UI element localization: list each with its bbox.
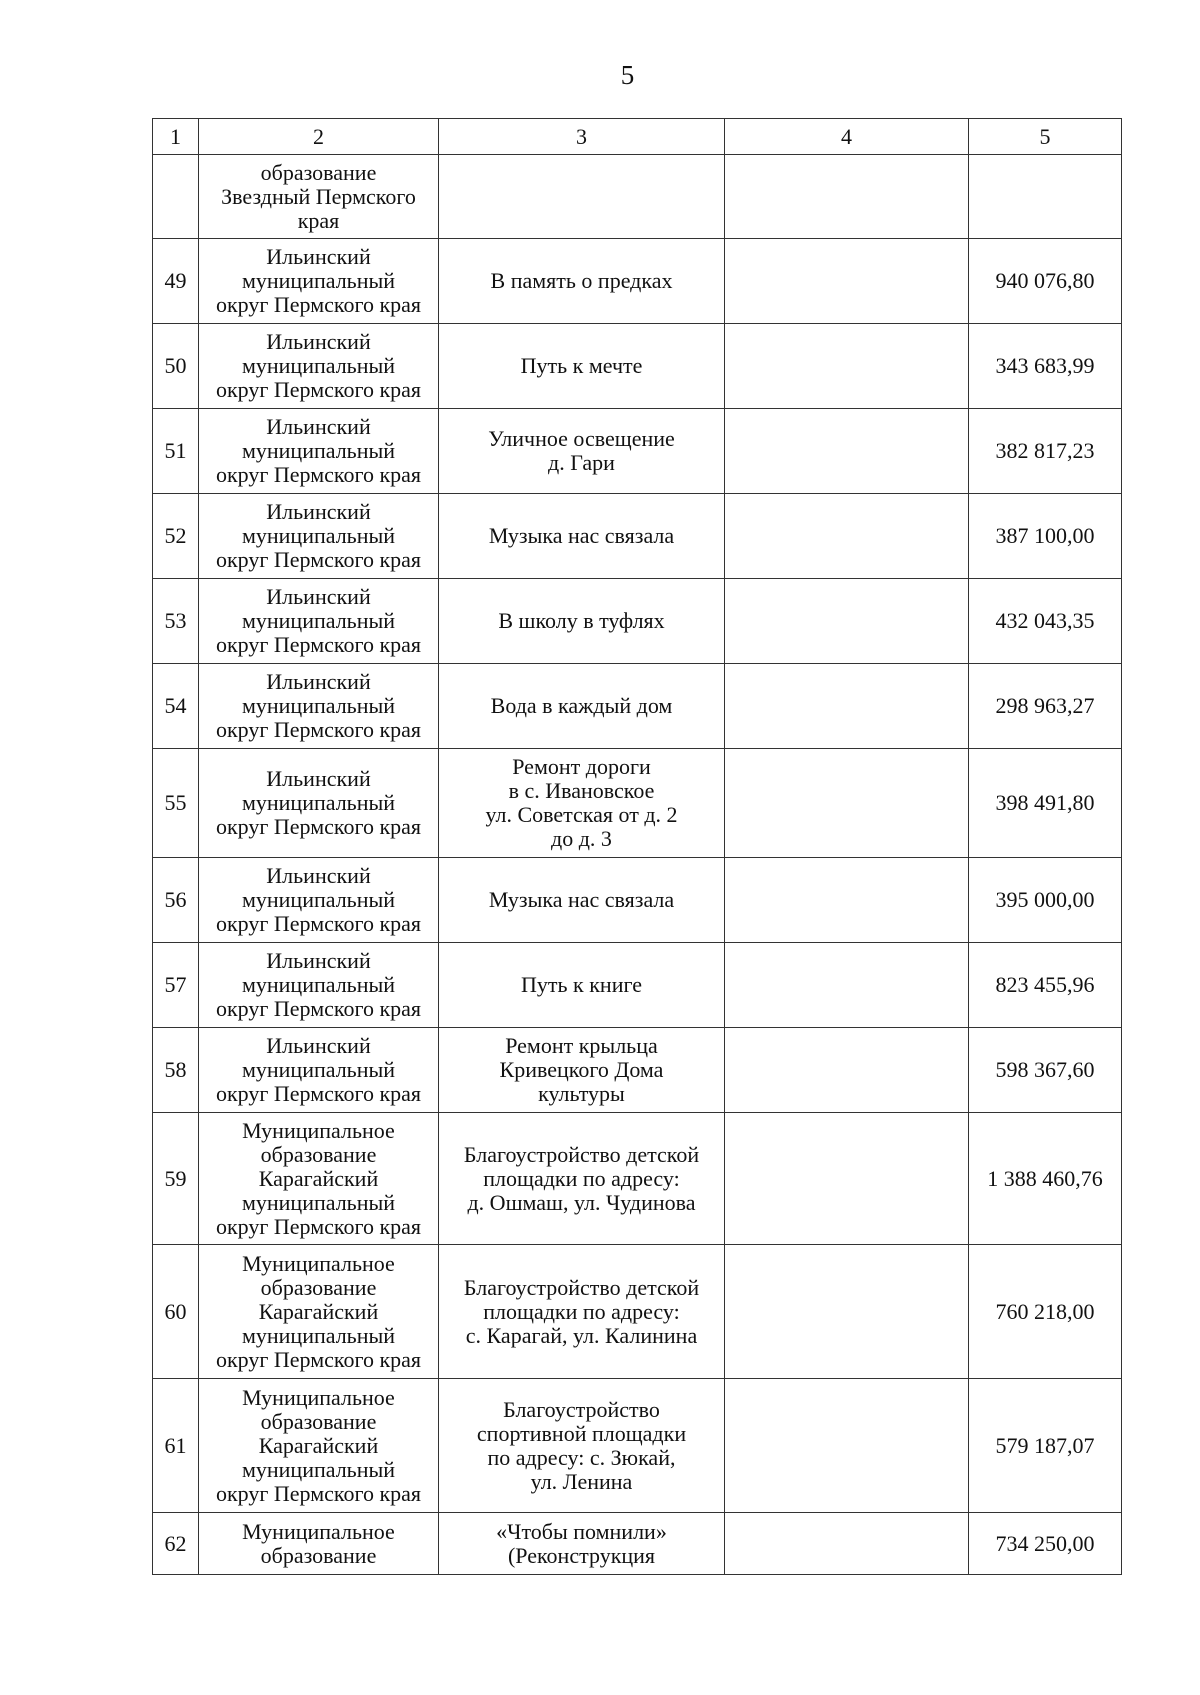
- municipality-cell: Ильинский муниципальный округ Пермского края: [199, 494, 439, 579]
- table-row: [153, 1028, 1122, 1113]
- table-row: [153, 239, 1122, 324]
- project-name-cell: Музыка нас связала: [439, 494, 725, 579]
- amount-cell: [969, 155, 1122, 239]
- table-row: [153, 579, 1122, 664]
- municipality-cell: Ильинский муниципальный округ Пермского края: [199, 749, 439, 858]
- column-4-cell: [725, 494, 969, 579]
- row-number-cell: 51: [153, 409, 199, 494]
- table-row: [153, 664, 1122, 749]
- project-name-cell: Благоустройство детской площадки по адресу: с. Карагай, ул. Калинина: [439, 1245, 725, 1379]
- table-body: [153, 119, 1122, 1575]
- municipality-cell: Ильинский муниципальный округ Пермского края: [199, 409, 439, 494]
- column-4-cell: [725, 664, 969, 749]
- column-4-cell: [725, 749, 969, 858]
- table-header-row: [153, 119, 1122, 155]
- column-4-cell: [725, 1113, 969, 1245]
- page-number: 5: [620, 60, 635, 90]
- municipality-cell: Муниципальное образование: [199, 1513, 439, 1575]
- municipality-cell: Ильинский муниципальный округ Пермского края: [199, 239, 439, 324]
- amount-cell: 940 076,80: [969, 239, 1122, 324]
- row-number-cell: 57: [153, 943, 199, 1028]
- table-row: [153, 749, 1122, 858]
- header-col-3: 3: [439, 119, 725, 155]
- table-row: [153, 409, 1122, 494]
- table-row: [153, 324, 1122, 409]
- project-name-cell: [439, 155, 725, 239]
- column-4-cell: [725, 155, 969, 239]
- municipality-cell: Ильинский муниципальный округ Пермского края: [199, 1028, 439, 1113]
- table-row: [153, 155, 1122, 239]
- amount-cell: 387 100,00: [969, 494, 1122, 579]
- project-name-cell: Ремонт дороги в с. Ивановское ул. Советская от д. 2 до д. 3: [439, 749, 725, 858]
- row-number-cell: 54: [153, 664, 199, 749]
- row-number-cell: 61: [153, 1379, 199, 1513]
- municipality-cell: образование Звездный Пермского края: [199, 155, 439, 239]
- column-4-cell: [725, 1245, 969, 1379]
- amount-cell: 432 043,35: [969, 579, 1122, 664]
- row-number-cell: 49: [153, 239, 199, 324]
- amount-cell: 1 388 460,76: [969, 1113, 1122, 1245]
- table-row: [153, 858, 1122, 943]
- column-4-cell: [725, 1028, 969, 1113]
- amount-cell: 298 963,27: [969, 664, 1122, 749]
- column-4-cell: [725, 1513, 969, 1575]
- project-name-cell: Путь к книге: [439, 943, 725, 1028]
- row-number-cell: 55: [153, 749, 199, 858]
- column-4-cell: [725, 858, 969, 943]
- municipality-cell: Муниципальное образование Карагайский муниципальный округ Пермского края: [199, 1379, 439, 1513]
- project-name-cell: Уличное освещение д. Гари: [439, 409, 725, 494]
- column-4-cell: [725, 324, 969, 409]
- amount-cell: 579 187,07: [969, 1379, 1122, 1513]
- header-col-4: 4: [725, 119, 969, 155]
- municipality-cell: Муниципальное образование Карагайский муниципальный округ Пермского края: [199, 1113, 439, 1245]
- table-row: [153, 1245, 1122, 1379]
- amount-cell: 734 250,00: [969, 1513, 1122, 1575]
- amount-cell: 382 817,23: [969, 409, 1122, 494]
- municipality-cell: Ильинский муниципальный округ Пермского края: [199, 324, 439, 409]
- project-name-cell: Благоустройство спортивной площадки по адресу: с. Зюкай, ул. Ленина: [439, 1379, 725, 1513]
- header-col-1: 1: [153, 119, 199, 155]
- project-name-cell: Музыка нас связала: [439, 858, 725, 943]
- table-row: [153, 943, 1122, 1028]
- column-4-cell: [725, 943, 969, 1028]
- table-row: [153, 1113, 1122, 1245]
- row-number-cell: 62: [153, 1513, 199, 1575]
- column-4-cell: [725, 409, 969, 494]
- header-col-2: 2: [199, 119, 439, 155]
- amount-cell: 343 683,99: [969, 324, 1122, 409]
- column-4-cell: [725, 239, 969, 324]
- amount-cell: 598 367,60: [969, 1028, 1122, 1113]
- table-row: [153, 1513, 1122, 1575]
- table-row: [153, 494, 1122, 579]
- municipality-cell: Ильинский муниципальный округ Пермского края: [199, 858, 439, 943]
- amount-cell: 398 491,80: [969, 749, 1122, 858]
- row-number-cell: 59: [153, 1113, 199, 1245]
- municipality-cell: Ильинский муниципальный округ Пермского края: [199, 579, 439, 664]
- table-row: [153, 1379, 1122, 1513]
- project-name-cell: Ремонт крыльца Кривецкого Дома культуры: [439, 1028, 725, 1113]
- project-name-cell: В память о предках: [439, 239, 725, 324]
- row-number-cell: 56: [153, 858, 199, 943]
- municipality-cell: Муниципальное образование Карагайский муниципальный округ Пермского края: [199, 1245, 439, 1379]
- row-number-cell: 53: [153, 579, 199, 664]
- municipality-cell: Ильинский муниципальный округ Пермского края: [199, 664, 439, 749]
- project-name-cell: В школу в туфлях: [439, 579, 725, 664]
- municipality-cell: Ильинский муниципальный округ Пермского края: [199, 943, 439, 1028]
- row-number-cell: 60: [153, 1245, 199, 1379]
- amount-cell: 823 455,96: [969, 943, 1122, 1028]
- row-number-cell: 52: [153, 494, 199, 579]
- project-name-cell: Вода в каждый дом: [439, 664, 725, 749]
- row-number-cell: 50: [153, 324, 199, 409]
- header-col-5: 5: [969, 119, 1122, 155]
- amount-cell: 395 000,00: [969, 858, 1122, 943]
- amount-cell: 760 218,00: [969, 1245, 1122, 1379]
- row-number-cell: [153, 155, 199, 239]
- project-name-cell: «Чтобы помнили» (Реконструкция: [439, 1513, 725, 1575]
- grant-table: [152, 118, 1122, 1575]
- row-number-cell: 58: [153, 1028, 199, 1113]
- project-name-cell: Путь к мечте: [439, 324, 725, 409]
- project-name-cell: Благоустройство детской площадки по адресу: д. Ошмаш, ул. Чудинова: [439, 1113, 725, 1245]
- column-4-cell: [725, 579, 969, 664]
- column-4-cell: [725, 1379, 969, 1513]
